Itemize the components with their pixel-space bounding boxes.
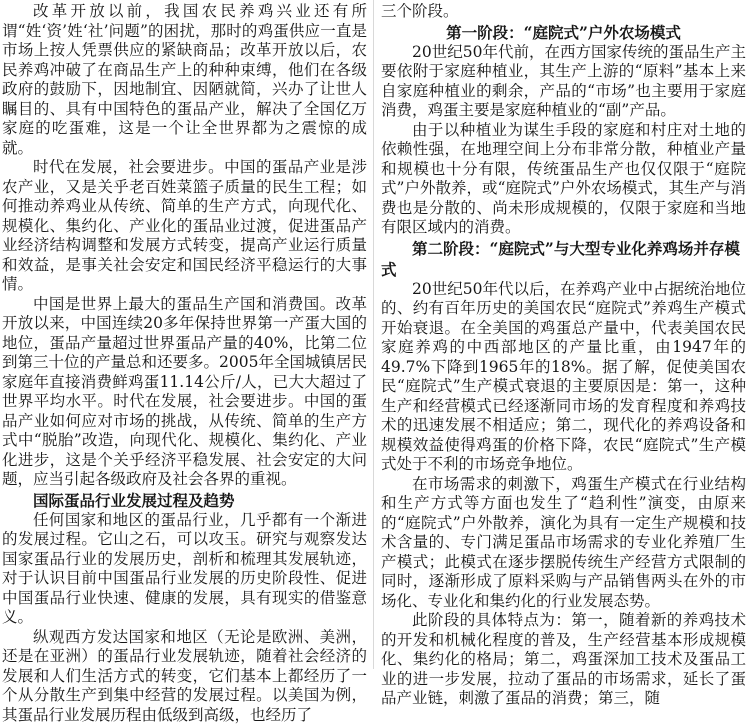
paragraph-stage-one-a: 20世纪50年代前，在西方国家传统的蛋品生产主要依附于家庭种植业，其生产上游的“原料”基本上来自家庭种植业的剩余，产品的“市场”也主要用于家庭消费，鸡蛋主要是家庭种植业的“副”产品。 bbox=[381, 43, 746, 121]
paragraph-reform-intro: 改革开放以前，我国农民养鸡兴业还有所谓“姓‘资’姓‘社’问题”的困扰，那时的鸡蛋供应一直是市场上按人凭票供应的紧缺商品；改革开放以后，农民养鸡冲破了在商品生产上的种种束缚，他们在各级政府的鼓励下，因地制宜、因陋就简，兴办了让世人瞩目的、具有中国特色的蛋品产业，解决了全国亿万家庭的吃蛋难，这是一个让全世界都为之震惊的成就。 bbox=[2, 2, 367, 158]
paragraph-stage-two-a: 20世纪50年代以后，在养鸡产业中占据统治地位的、约有百年历史的美国农民“庭院式”养鸡生产模式开始衰退。在全美国的鸡蛋总产量中，代表美国农民家庭养鸡的中西部地区的产量比重，由1947年的49.7%下降到1965年的18%。据了解，促使美国农民“庭院式”生产模式衰退的主要原因是：第一，这种生产和经营模式已经逐渐同市场的发育程度和养鸡技术的迅速发展不相适应；第二，现代化的养鸡设备和规模效益使得鸡蛋的价格下降，农民“庭院式”生产模式处于不利的市场竞争地位。 bbox=[381, 280, 746, 475]
paragraph-stage-two-c: 此阶段的具体特点为：第一，随着新的养鸡技术的开发和机械化程度的普及，生产经营基本形成规模化、集约化的格局；第二，鸡蛋深加工技术及蛋品工业的进一步发展，拉动了蛋品的市场需求，延长了蛋品产业链，刺激了蛋品的消费；第三，随 bbox=[381, 611, 746, 709]
heading-stage-two: 第二阶段：“庭院式”与大型专业化养鸡场并存模式 bbox=[381, 238, 746, 280]
heading-stage-one: 第一阶段：“庭院式”户外农场模式 bbox=[381, 22, 746, 43]
paragraph-stage-one-b: 由于以种植业为谋生手段的家庭和村庄对土地的依赖性强，在地理空间上分布非常分散，种植业产量和规模也十分有限，传统蛋品生产也仅仅限于“庭院式”户外散养，或“庭院式”户外农场模式，其生产与消费也是分散的、尚未形成规模的，仅限于家庭和当地有限区域内的消费。 bbox=[381, 121, 746, 238]
paragraph-continuation: 三个阶段。 bbox=[381, 2, 746, 22]
paragraph-gradual-process: 任何国家和地区的蛋品行业，几乎都有一个渐进的发展过程。它山之石，可以攻玉。研究与观察发达国家蛋品行业的发展历史，剖析和梳理其发展轨迹，对于认识目前中国蛋品行业发展的历史阶段性、促进中国蛋品行业快速、健康的发展，具有现实的借鉴意义。 bbox=[2, 511, 367, 628]
paragraph-western-overview: 纵观西方发达国家和地区（无论是欧洲、美洲，还是在亚洲）的蛋品行业发展轨迹，随着社会经济的发展和人们生活方式的转变，它们基本上都经历了一个从分散生产到集中经营的发展过程。以美国为例，其蛋品行业发展历程由低级到高级，也经历了 bbox=[2, 628, 367, 725]
column-divider bbox=[373, 0, 374, 669]
right-column bbox=[381, 2, 746, 709]
paragraph-china-largest: 中国是世界上最大的蛋品生产国和消费国。改革开放以来，中国连续20多年保持世界第一产蛋大国的地位，蛋品产量超过世界蛋品产量的40%，比第二位到第三十位的产量总和还要多。2005年全国城镇居民家庭年直接消费鲜鸡蛋11.14公斤/人，已大大超过了世界平均水平。时代在发展，社会要进步。中国的蛋品产业如何应对市场的挑战，从传统、简单的生产方式中“脱胎”改造，向现代化、规模化、集约化、产业化进步，这是个关乎经济平稳发展、社会安定的大问题，应当引起各级政府及社会各界的重视。 bbox=[2, 295, 367, 490]
paragraph-times-develop: 时代在发展，社会要进步。中国的蛋品产业是涉农产业，又是关乎老百姓菜篮子质量的民生工程；如何推动养鸡业从传统、简单的生产方式，向现代化、规模化、集约化、产业化的蛋品业过渡，促进蛋品产业经济结构调整和发展方式转变，提高产业运行质量和效益，是事关社会安定和国民经济平稳运行的大事情。 bbox=[2, 158, 367, 295]
paragraph-stage-two-b: 在市场需求的刺激下，鸡蛋生产模式在行业结构和生产方式等方面也发生了“趋利性”演变，由原来的“庭院式”户外散养，演化为具有一定生产规模和技术含量的、专门满足蛋品市场需求的专业化养殖厂生产模式；此模式在逐步摆脱传统生产经营方式限制的同时，逐渐形成了原料采购与产品销售两头在外的市场化、专业化和集约化的行业发展态势。 bbox=[381, 475, 746, 612]
left-column bbox=[2, 2, 367, 725]
section-heading-international: 国际蛋品行业发展过程及趋势 bbox=[2, 490, 367, 511]
